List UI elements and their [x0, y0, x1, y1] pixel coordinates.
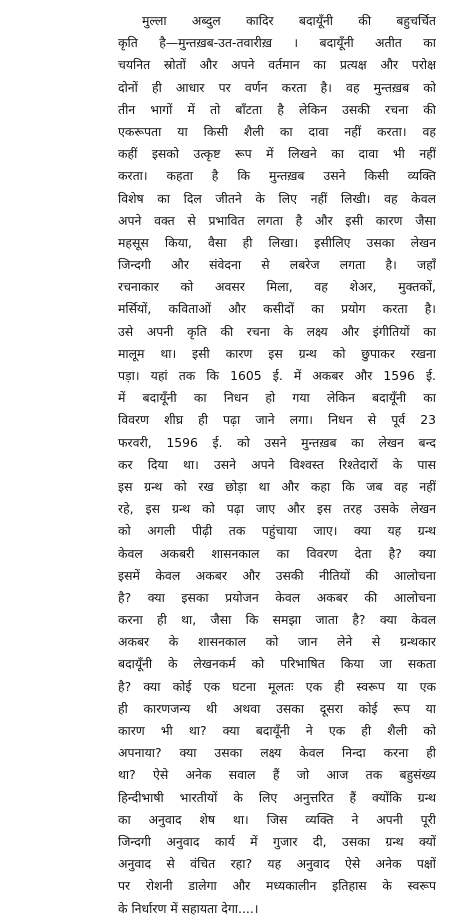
text-line-37: का अनुवाद शेष था। जिस व्यक्ति ने अपनी पूरी — [118, 811, 436, 827]
document-body — [118, 10, 436, 916]
text-line-41: के निर्धारण में सहायता देगा....। — [118, 900, 259, 916]
text-line-12: जिन्दगी और संवेदना से लबरेज लगता है। जहाँ — [118, 257, 436, 273]
text-line-13: रचनाकार को अवसर मिला, वह शेअर, मुक्तकों, — [118, 279, 436, 295]
text-line-18: में बदायूँनी का निधन हो गया लेकिन बदायूँनी का — [118, 390, 436, 406]
text-line-8: करता। कहता है कि मुन्तख़ब उसने किसी व्यक्ति — [118, 168, 436, 184]
text-line-25: केवल अकबरी शासनकाल का विवरण देता है? क्या — [118, 545, 436, 561]
text-line-9: विशेष का दिल जीतने के लिए नहीं लिखी। वह केवल — [118, 190, 436, 206]
text-line-39: अनुवाद से वंचित रहा? यह अनुवाद ऐसे अनेक पक्षों — [118, 856, 436, 872]
text-line-7: कहीं इसको उत्कृष्ट रूप में लिखने का दावा भी नहीं — [118, 146, 436, 162]
text-line-16: मालूम था। इसी कारण इस ग्रन्थ को छुपाकर रखना — [118, 345, 436, 361]
text-line-2: कृति है—मुन्तख़ब-उत-तवारीख़ । बदायूँनी अतीत का — [118, 35, 436, 51]
text-line-35: था? ऐसे अनेक सवाल हैं जो आज तक बहुसंख्य — [118, 767, 436, 783]
text-line-27: है? क्या इसका प्रयोजन केवल अकबर की आलोचना — [118, 589, 436, 605]
text-line-6: एकरूपता या किसी शैली का दावा नहीं करता। वह — [118, 123, 436, 139]
text-line-26: इसमें केवल अकबर और उसकी नीतियों की आलोचना — [118, 567, 436, 583]
text-line-40: पर रोशनी डालेगा और मध्यकालीन इतिहास के स्वरूप — [118, 878, 436, 894]
text-line-28: करना ही था, जैसा कि समझा जाता है? क्या केवल — [118, 612, 436, 628]
text-line-1: मुल्ला अब्दुल कादिर बदायूँनी की बहुचर्चित — [142, 13, 436, 28]
text-line-31: है? क्या कोई एक घटना मूलतः एक ही स्वरूप या एक — [118, 678, 436, 694]
text-line-38: जिन्दगी अनुवाद कार्य में गुजार दी, उसका ग्रन्थ क्यों — [118, 833, 436, 849]
text-line-33: कारण भी था? क्या बदायूँनी ने एक ही शैली को — [118, 723, 436, 738]
text-line-30: बदायूँनी के लेखनकर्म को परिभाषित किया जा सकता — [118, 656, 436, 672]
text-line-11: महसूस किया, वैसा ही लिखा। इसीलिए उसका लेखन — [118, 234, 436, 250]
text-line-5: तीन भागों में तो बाँटता है लेकिन उसकी रचना की — [118, 101, 436, 117]
text-line-22: इस ग्रन्थ को रख छोड़ा था और कहा कि जब वह नहीं — [118, 478, 436, 494]
text-line-20: फरवरी, 1596 ई. को उसने मुन्तख़ब का लेखन बन्द — [118, 434, 436, 450]
text-line-32: ही कारणजन्य थी अथवा उसका दूसरा कोई रूप या — [118, 700, 436, 716]
text-line-19: विवरण शीघ्र ही पढ़ा जाने लगा। निधन से पूर्व 23 — [118, 412, 436, 428]
text-line-23: रहे, इस ग्रन्थ को पढ़ा जाए और इस तरह उसके लेखन — [118, 501, 436, 517]
text-line-17: पड़ा। यहां तक कि 1605 ई. में अकबर और 1596 ई. — [118, 368, 436, 383]
text-line-29: अकबर के शासनकाल को जान लेने से ग्रन्थकार — [118, 634, 436, 650]
text-line-14: मर्सियों, कविताओं और कसीदों का प्रयोग करता है। — [118, 301, 436, 317]
text-line-3: चयनित स्रोतों और अपने वर्तमान का प्रत्यक्ष और परोक्ष — [118, 57, 436, 73]
text-line-15: उसे अपनी कृति की रचना के लक्ष्य और इंगीतियों का — [118, 323, 436, 339]
text-line-10: अपने वक्त से प्रभावित लगता है और इसी कारण जैसा — [118, 212, 436, 228]
text-line-24: को अगली पीढ़ी तक पहुंचाया जाए। क्या यह ग्रन्थ — [118, 523, 436, 539]
text-line-4: दोनों ही आधार पर वर्णन करता है। वह मुन्तख़ब को — [118, 79, 436, 95]
text-line-21: कर दिया था। उसने अपने विश्वस्त रिश्तेदारों के पास — [118, 456, 436, 472]
text-line-34: अपनाया? क्या उसका लक्ष्य केवल निन्दा करना ही — [118, 745, 436, 761]
text-line-36: हिन्दीभाषी भारतीयों के लिए अनुत्तरित हैं क्योंकि ग्रन्थ — [118, 789, 436, 805]
